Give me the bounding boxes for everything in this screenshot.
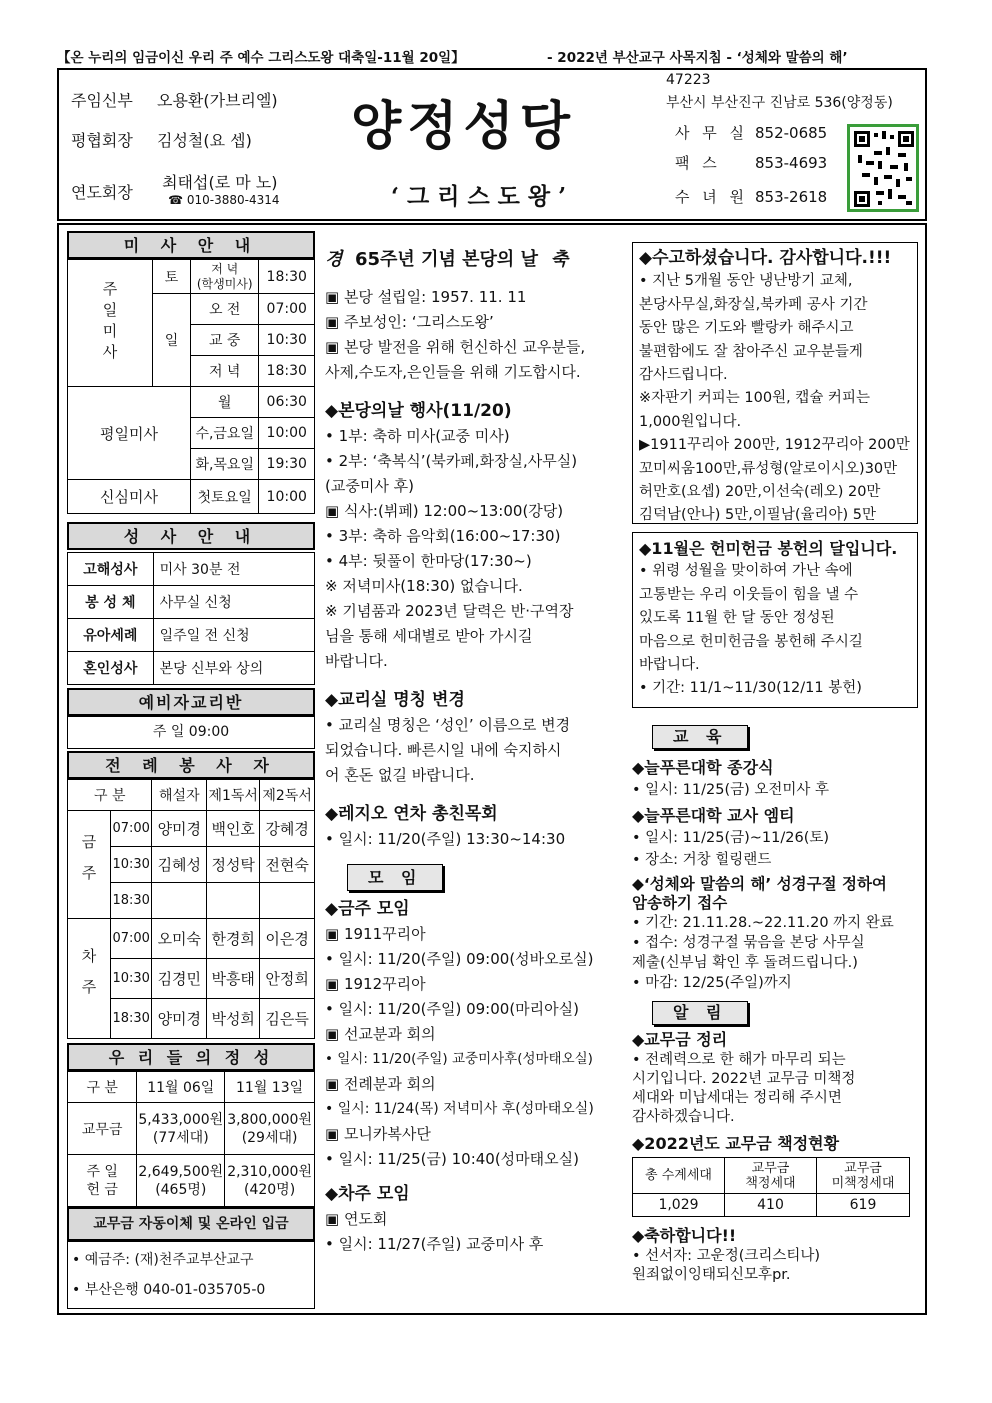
pastor-name: 오용환(가브리엘) <box>157 91 278 110</box>
zip-code: 47223 <box>666 72 711 88</box>
next-week-meeting-title: ◆차주 모임 <box>325 1184 410 1204</box>
offering-heading: 우 리 들 의 정 성 <box>67 1043 315 1071</box>
anniversary-list: ▣ 본당 설립일: 1957. 11. 11 ▣ 주보성인: ‘그리스도왕’ ▣ 본당 발전을 위해 헌신하신 교우분들, 사제,수도자,은인들을 위해 기도합시다. <box>325 288 586 381</box>
celebration-right-icon: 축 <box>550 249 568 270</box>
bible-verse-title: ◆‘성체와 말씀의 해’ 성경구절 정하여 <box>632 875 887 893</box>
dues-title: ◆교무금 정리 <box>632 1030 728 1049</box>
catechumen-heading: 예비자교리반 <box>67 688 315 716</box>
offering-table: 구 분 11월 06일 11월 13일 교무금 5,433,000원 (77세대) 3,800,000원 (29세대) 주 일 헌 금 2,649,500원 (465명) 2,310,000원 (420명) <box>67 1071 315 1207</box>
sacrament-table: 고해성사 미사 30분 전 봉 성 체 사무실 신청 유아세례 일주일 전 신청 혼인성사 본당 신부와 상의 <box>67 552 315 685</box>
diocese-motto: - 2022년 부산교구 사목지침 - ‘성체와 말씀의 해’ <box>547 50 848 66</box>
elder-row: 연도회장 최태섭(로 마 노) ☎ 010-3880-4314 <box>71 170 280 208</box>
council-name: 김성철(요 셉) <box>157 131 252 150</box>
dues-status-title: ◆2022년도 교무금 책정현황 <box>632 1134 840 1153</box>
account-holder: • 예금주: (재)천주교부산교구 <box>72 1252 254 1268</box>
legio-title: ◆레지오 연차 총친목회 <box>325 804 498 824</box>
bulletin-body <box>57 223 927 1315</box>
november-title: ◆11월은 헌미헌금 봉헌의 달입니다. <box>639 539 898 558</box>
pastor-row: 주임신부 오용환(가브리엘) <box>71 91 278 110</box>
elder-name: 최태섭(로 마 노) <box>162 173 278 192</box>
servers-table: 구 분 해설자 제1독서 제2독서 금주 07:00 양미경 백인호 강혜경 10:30 김혜성 정성탁 전현숙 18:30 차주 07:00 오미숙 한경희 이은경 10:30 김경민 박흥태 안정희 18:30 양미경 박성희 김은득 <box>67 779 315 1039</box>
middle-column <box>325 245 625 1257</box>
church-name: 양정성당 <box>351 96 576 157</box>
top-banner <box>57 46 927 66</box>
council-row: 평협회장 김성철(요 셉) <box>71 131 252 150</box>
mass-schedule-heading: 미 사 안 내 <box>67 231 315 259</box>
church-patron: ‘그리스도왕’ <box>391 183 575 210</box>
event-list: • 1부: 축하 미사(교중 미사) • 2부: ‘축복식’(북카페,화장실,사무실) (교중미사 후) ▣ 식사:(뷔페) 12:00~13:00(강당) • 3부: 축하 음악회(16:00~17:30) • 4부: 뒷풀이 한마당(17:30~) ※ 저녁미사(18:30) 없습니다. ※ 기념품과 2023년 달력은 반·구역장 님을 통해 세대별로 받아 가시길 바랍니다. <box>325 427 578 670</box>
room-rename-title: ◆교리실 명칭 변경 <box>325 690 465 710</box>
servers-heading: 전 례 봉 사 자 <box>67 751 315 779</box>
next-week-meetings: ▣ 연도회 • 일시: 11/27(주일) 교중미사 후 <box>325 1210 544 1253</box>
convent-phone: 수 녀 원 853-2618 <box>675 188 828 206</box>
celebration-left-icon: 경 <box>325 249 343 270</box>
legio-time: • 일시: 11/20(주일) 13:30~14:30 <box>325 830 566 848</box>
office-phone: 사 무 실 852-0685 <box>675 124 828 142</box>
teacher-mt-title: ◆늘푸른대학 교사 엠티 <box>632 806 795 825</box>
sacrament-heading: 성 사 안 내 <box>67 522 315 550</box>
address: 부산시 부산진구 진남로 536(양정동) <box>666 95 893 111</box>
thanks-title: ◆수고하셨습니다. 감사합니다.!!! <box>639 248 892 268</box>
meeting-tag: 모 임 <box>347 864 443 891</box>
right-column: 교 육 ◆늘푸른대학 종강식 • 일시: 11/25(금) 오전미사 후 ◆늘푸른대학 교사 엠티 • 일시: 11/25(금)~11/26(토) • 장소: 거창 힐링랜드 ◆‘성체와 말씀의 해’ 성경구절 정하여 암송하기 접수 • 기간: 21.11.28.~22.11.20 까지 완료 • 접수: 성경구절 묶음을 본당 사무실 제출(신부님 확인 후 돌려드립니다.) • 마감: 12/25(주일)까지 알 림 ◆교무금 정리 • 전례력으로 한 해가 마무리 되는 시기입니다. 2022년 교무금 미책정 세대와 미납세대는 정리해 주시면 감사하겠습니다. ◆2022년도 교무금 책정현황 총 수계세대 교무금 책정세대 교무금 미책정세대 1,029 410 619 ◆축하합니다!! • 선서자: 고운정(크리스티나) 원죄없이잉태되신모후pr. <box>632 725 922 1285</box>
graduation-title: ◆늘푸른대학 종강식 <box>632 758 774 777</box>
fax-phone: 팩 스 853-4693 <box>675 154 828 172</box>
thanks-box: ◆수고하셨습니다. 감사합니다.!!! • 지난 5개월 동안 냉난방기 교체, 본당사무실,화장실,북카페 공사 기간 동안 많은 기도와 빨랑카 해주시고 불편함에도 잘 참아주신 교우분들게 감사드립니다. ※자판기 커피는 100원, 캡슐 커피는 1,000원입니다. ▶1911꾸리아 200만, 1912꾸리아 200만 꼬미씨움100만,류성형(알로이시오)30만 허만호(요셉) 20만,이선숙(레오) 20만 김덕남(안나) 5만,이필남(율리아) 5만 <box>632 242 918 524</box>
this-week-meeting-title: ◆금주 모임 <box>325 899 410 919</box>
event-title: ◆본당의날 행사(11/20) <box>325 401 512 421</box>
dues-status-table: 총 수계세대 교무금 책정세대 교무금 미책정세대 1,029 410 619 <box>632 1157 910 1217</box>
bank-account: • 부산은행 040-01-035705-0 <box>72 1282 266 1298</box>
anniversary-title: 경 65주년 기념 본당의 날 축 <box>325 245 625 275</box>
education-tag: 교 육 <box>652 725 748 749</box>
feast-title: 【온 누리의 임금이신 우리 주 예수 그리스도왕 대축일-11월 20일】 <box>57 50 465 66</box>
elder-phone: ☎ 010-3880-4314 <box>168 193 280 207</box>
november-offering-box: ◆11월은 헌미헌금 봉헌의 달입니다. • 위령 성월을 맞이하여 가난 속에 고통받는 우리 이웃들이 힘을 낼 수 있도록 11월 한 달 동안 정성된 마음으로 헌미헌금을 봉헌해 주시길 바랍니다. • 기간: 11/1~11/30(12/11 봉헌) <box>632 532 918 708</box>
mass-schedule-table: 주일미사 토 저 녁 (학생미사) 18:30 일 오 전 07:00 교 중 10:30 저 녁 18:30 평일미사 월 06:30 수,금요일 10:00 화,목요일 19:30 신심미사 첫토요일 10:00 <box>67 259 315 514</box>
notice-tag: 알 림 <box>652 1001 748 1025</box>
congrats-title: ◆축하합니다!! <box>632 1226 737 1245</box>
sunday-mass-label: 주일미사 <box>68 260 153 387</box>
auto-transfer-heading: 교무금 자동이체 및 온라인 입금 <box>67 1207 315 1241</box>
weekday-mass-label: 평일미사 <box>68 387 191 480</box>
qr-code-icon[interactable] <box>847 124 919 212</box>
room-rename-text: • 교리실 명칭은 ‘성인’ 이름으로 변경 되었습니다. 빠른시일 내에 숙지하시 어 혼돈 없길 바랍니다. <box>325 716 571 784</box>
bulletin-header <box>57 68 927 221</box>
catechumen-time: 주 일 09:00 <box>67 716 315 749</box>
bank-info <box>67 1241 315 1309</box>
this-week-meetings: ▣ 1911꾸리아 • 일시: 11/20(주일) 09:00(성바오로실) ▣ 1912꾸리아 • 일시: 11/20(주일) 09:00(마리아실) ▣ 선교분과 회의 • 일시: 11/20(주일) 교중미사후(성마태오실) ▣ 전례분과 회의 • 일시: 11/24(목) 저녁미사 후(성마태오실) ▣ 모니카복사단 • 일시: 11/25(금) 10:40(성마태오실) <box>325 925 594 1168</box>
